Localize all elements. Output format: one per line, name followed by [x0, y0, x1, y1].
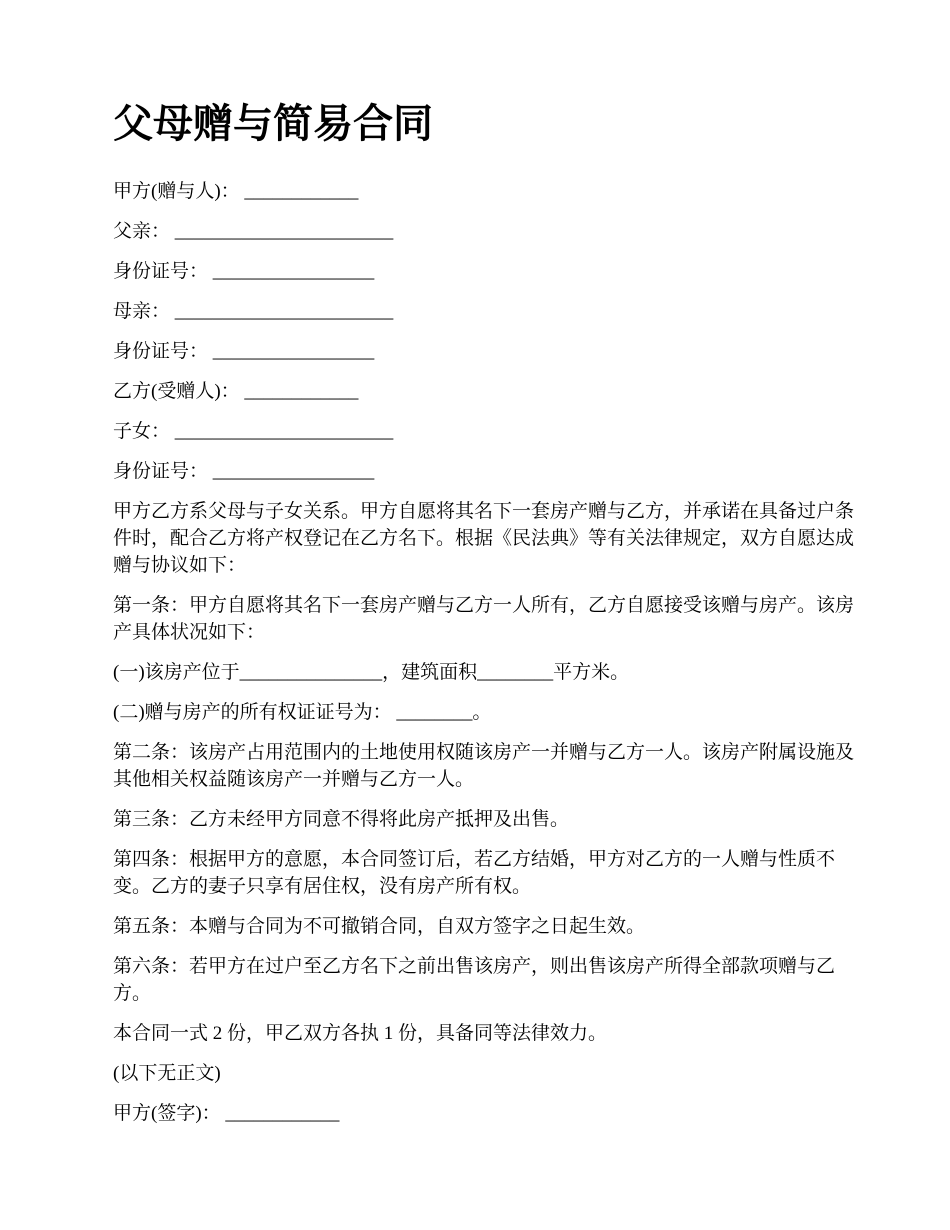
clause-6: 第六条：若甲方在过户至乙方名下之前出售该房产，则出售该房产所得全部款项赠与乙方。 — [113, 956, 836, 1004]
field-mother-id-number: 身份证号： _________________ — [113, 341, 375, 362]
clause-4: 第四条：根据甲方的意愿，本合同签订后，若乙方结婚，甲方对乙方的一人赠与性质不变。乙方的妻子只享有居住权，没有房产所有权。 — [113, 849, 836, 897]
field-father-id-number: 身份证号： _________________ — [113, 261, 375, 282]
field-party-a-signature: 甲方(签字)： ____________ — [113, 1103, 340, 1124]
end-of-text-note: (以下无正文) — [113, 1063, 221, 1084]
clause-1-item-2-ownership-cert-number: (二)赠与房产的所有权证证号为： ________。 — [113, 702, 492, 723]
field-child-id-number: 身份证号： _________________ — [113, 461, 375, 482]
copies-statement: 本合同一式 2 份，甲乙双方各执 1 份，具备同等法律效力。 — [113, 1023, 608, 1044]
field-party-a-donor: 甲方(赠与人)： ____________ — [113, 181, 359, 202]
clause-3: 第三条：乙方未经甲方同意不得将此房产抵押及出售。 — [113, 809, 570, 830]
field-child-name: 子女： _______________________ — [113, 421, 394, 442]
clause-2: 第二条：该房产占用范围内的土地使用权随该房产一并赠与乙方一人。该房产附属设施及其他相关权益随该房产一并赠与乙方一人。 — [113, 742, 855, 790]
document-title: 父母赠与简易合同 — [113, 101, 433, 146]
clause-5: 第五条：本赠与合同为不可撤销合同，自双方签字之日起生效。 — [113, 916, 646, 937]
preamble-paragraph: 甲方乙方系父母与子女关系。甲方自愿将其名下一套房产赠与乙方，并承诺在具备过户条件时，配合乙方将产权登记在乙方名下。根据《民法典》等有关法律规定，双方自愿达成赠与协议如下： — [113, 501, 855, 576]
field-father-name: 父亲： _______________________ — [113, 221, 394, 242]
clause-1-item-1-property-location-area: (一)该房产位于_______________，建筑面积________平方米。 — [113, 662, 630, 683]
field-mother-name: 母亲： _______________________ — [113, 301, 394, 322]
field-party-b-donee: 乙方(受赠人)： ____________ — [113, 381, 359, 402]
clause-1: 第一条：甲方自愿将其名下一套房产赠与乙方一人所有，乙方自愿接受该赠与房产。该房产具体状况如下： — [113, 595, 855, 643]
